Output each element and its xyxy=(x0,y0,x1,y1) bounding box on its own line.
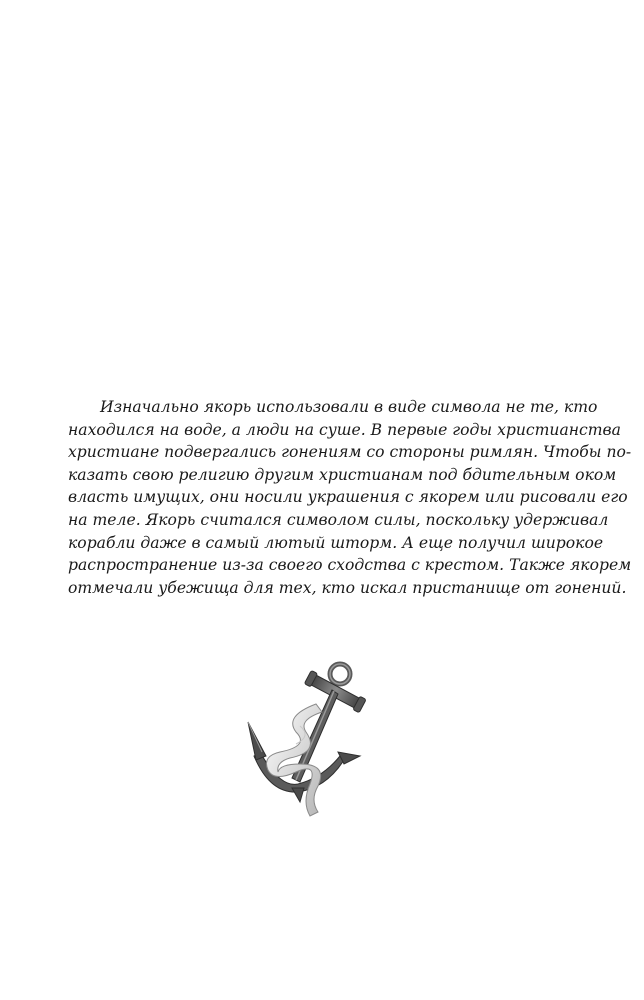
paragraph-line: христиане подвергались гонениям со стороны римлян. Чтобы по- xyxy=(68,443,632,462)
paragraph-line: казать свою религию другим христианам под бдительным оком xyxy=(68,465,617,484)
paragraph-line: корабли даже в самый лютый шторм. А еще получил широкое xyxy=(68,533,604,552)
paragraph-line: Изначально якорь использовали в виде символа не те, кто xyxy=(100,398,598,416)
paragraph-line: власть имущих, они носили украшения с якорем или рисовали его xyxy=(68,488,628,507)
paragraph-line: находился на воде, а люди на суше. В первые годы христианства xyxy=(68,420,621,439)
body-paragraph xyxy=(68,396,632,599)
ribbon xyxy=(267,704,323,816)
paragraph-line: на теле. Якорь считался символом силы, поскольку удерживал xyxy=(68,510,609,529)
paragraph-line: отмечали убежища для тех, кто искал пристанище от гонений. xyxy=(68,578,627,597)
anchor-with-ribbon-icon xyxy=(240,660,370,820)
paragraph-line: распространение из-за своего сходства с крестом. Также якорем xyxy=(68,556,632,575)
